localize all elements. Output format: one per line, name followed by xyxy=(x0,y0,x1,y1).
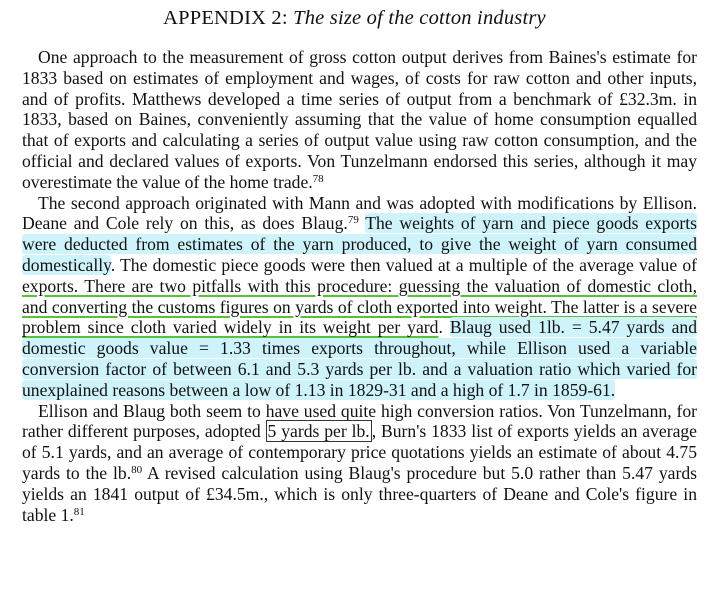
footnote-ref-78[interactable]: 78 xyxy=(312,172,324,185)
title-prefix: APPENDIX 2: xyxy=(163,7,294,29)
paragraph-2-text-c: . xyxy=(438,317,450,338)
paragraph-3-text-b: , Burn's 1833 list of exports yields an average of 5.1 yards, and an average of contemporary price quotations yields an estimate of about 4.75 yards to the lb. xyxy=(22,421,697,483)
paragraph-2-text-a: The second approach originated with Mann and was adopted with modifications by Ellison. Deane and Cole rely on this, as does Blaug. xyxy=(22,192,697,234)
paragraph-2-text-b: . The domestic piece goods were then valued at a multiple of the average value of xyxy=(110,254,697,275)
paragraph-1 xyxy=(22,47,697,193)
title-italic: The size of the cotton industry xyxy=(293,7,546,29)
paragraph-1-text: One approach to the measurement of gross cotton output derives from Baines's estimate for 1833 based on estimates of employment and wages, of costs for raw cotton and other inputs, and of profits. Matthews developed a time series of output from a benchmark of £32.3m. in 1833, based on Baines, conveniently assuming that the value of home consumption equalled that of exports and calculating a series of output value using raw cotton consumption, and the official and declared values of exports. Von Tunzelmann endorsed this series, although it may overestimate the value of the home trade. xyxy=(22,47,697,192)
paragraph-2 xyxy=(22,193,697,401)
boxed-yards-per-lb: 5 yards per lb. xyxy=(267,421,370,442)
footnote-ref-80[interactable]: 80 xyxy=(131,463,143,476)
footnote-ref-79[interactable]: 79 xyxy=(347,214,359,227)
appendix-title xyxy=(0,7,709,30)
highlight-yarn-weights: The weights of yarn and piece goods exports were deducted from estimates of the yarn produced, to give the weight of yarn consumed domestically xyxy=(22,213,697,275)
highlight-conversion-factors: Blaug used 1lb. = 5.47 yards and domestic goods value = 1.33 times exports throughout, while Ellison used a variable conversion factor of between 6.1 and 5.3 yards per lb. and a valuation ratio which varied for unexplained reasons between a low of 1.13 in 1829-31 and a high of 1.7 in 1859-61. xyxy=(22,317,697,400)
document-body xyxy=(22,47,697,525)
paragraph-3-text-c: A revised calculation using Blaug's procedure but 5.0 rather than 5.47 yards yields an 1841 output of £34.5m., which is only three-quarters of Deane and Cole's figure in table 1. xyxy=(22,462,697,525)
paragraph-3-text-a: Ellison and Blaug both seem to have used quite high conversion ratios. Von Tunzelmann, for rather different purposes, adopted xyxy=(22,400,697,442)
paragraph-3 xyxy=(22,401,697,526)
underline-pitfalls: exports. There are two pitfalls with this procedure: guessing the valuation of domestic cloth, and converting the customs figures on yards of cloth exported into weight. The latter is a severe problem since cloth varied widely in its weight per yard xyxy=(22,275,697,338)
footnote-ref-81[interactable]: 81 xyxy=(73,505,85,518)
